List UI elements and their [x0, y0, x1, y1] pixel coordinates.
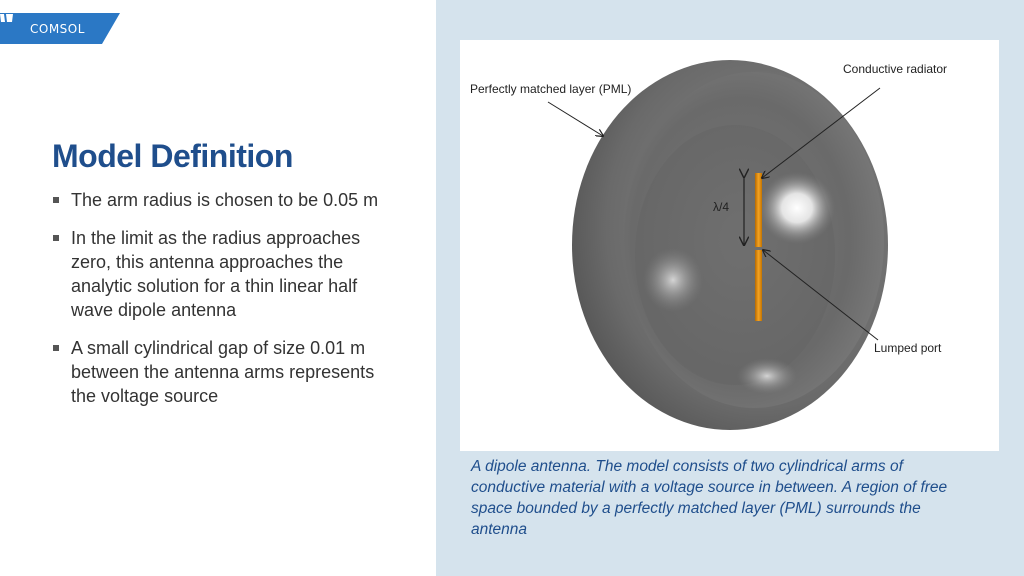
square-bullet-icon: [53, 345, 59, 351]
antenna-lower-arm: [755, 250, 762, 321]
comsol-logo-icon: [0, 13, 14, 23]
bullet-list: [52, 188, 382, 422]
pml-label: Perfectly matched layer (PML): [470, 82, 632, 96]
dipole-antenna-figure: [460, 40, 999, 451]
bullet-text: A small cylindrical gap of size 0.01 m between the antenna arms represents the voltage source: [71, 338, 375, 406]
antenna-upper-arm: [755, 173, 762, 247]
highlight-large: [759, 172, 835, 244]
square-bullet-icon: [53, 197, 59, 203]
pml-leader-line: [548, 102, 603, 136]
bullet-item: [52, 226, 382, 322]
figure-caption: A dipole antenna. The model consists of two cylindrical arms of conductive material with a voltage source in between. A region of free space bounded by a perfectly matched layer (PML) surrounds the antenna: [471, 458, 948, 538]
page-title: Model Definition: [52, 138, 293, 174]
radiator-label: Conductive radiator: [843, 62, 948, 76]
logo-text: COMSOL: [30, 22, 85, 36]
highlight-left: [643, 248, 703, 312]
lambda-label: λ/4: [713, 200, 730, 214]
bullet-text: In the limit as the radius approaches zero, this antenna approaches the analytic solution for a thin linear half wave dipole antenna: [71, 228, 361, 320]
port-label: Lumped port: [874, 341, 942, 355]
bullet-item: [52, 336, 382, 408]
bullet-item: [52, 188, 382, 212]
highlight-bottom: [737, 358, 797, 394]
bullet-text: The arm radius is chosen to be 0.05 m: [71, 190, 379, 210]
dipole-antenna-illustration: [460, 40, 999, 451]
comsol-logo: [0, 13, 120, 44]
square-bullet-icon: [53, 235, 59, 241]
